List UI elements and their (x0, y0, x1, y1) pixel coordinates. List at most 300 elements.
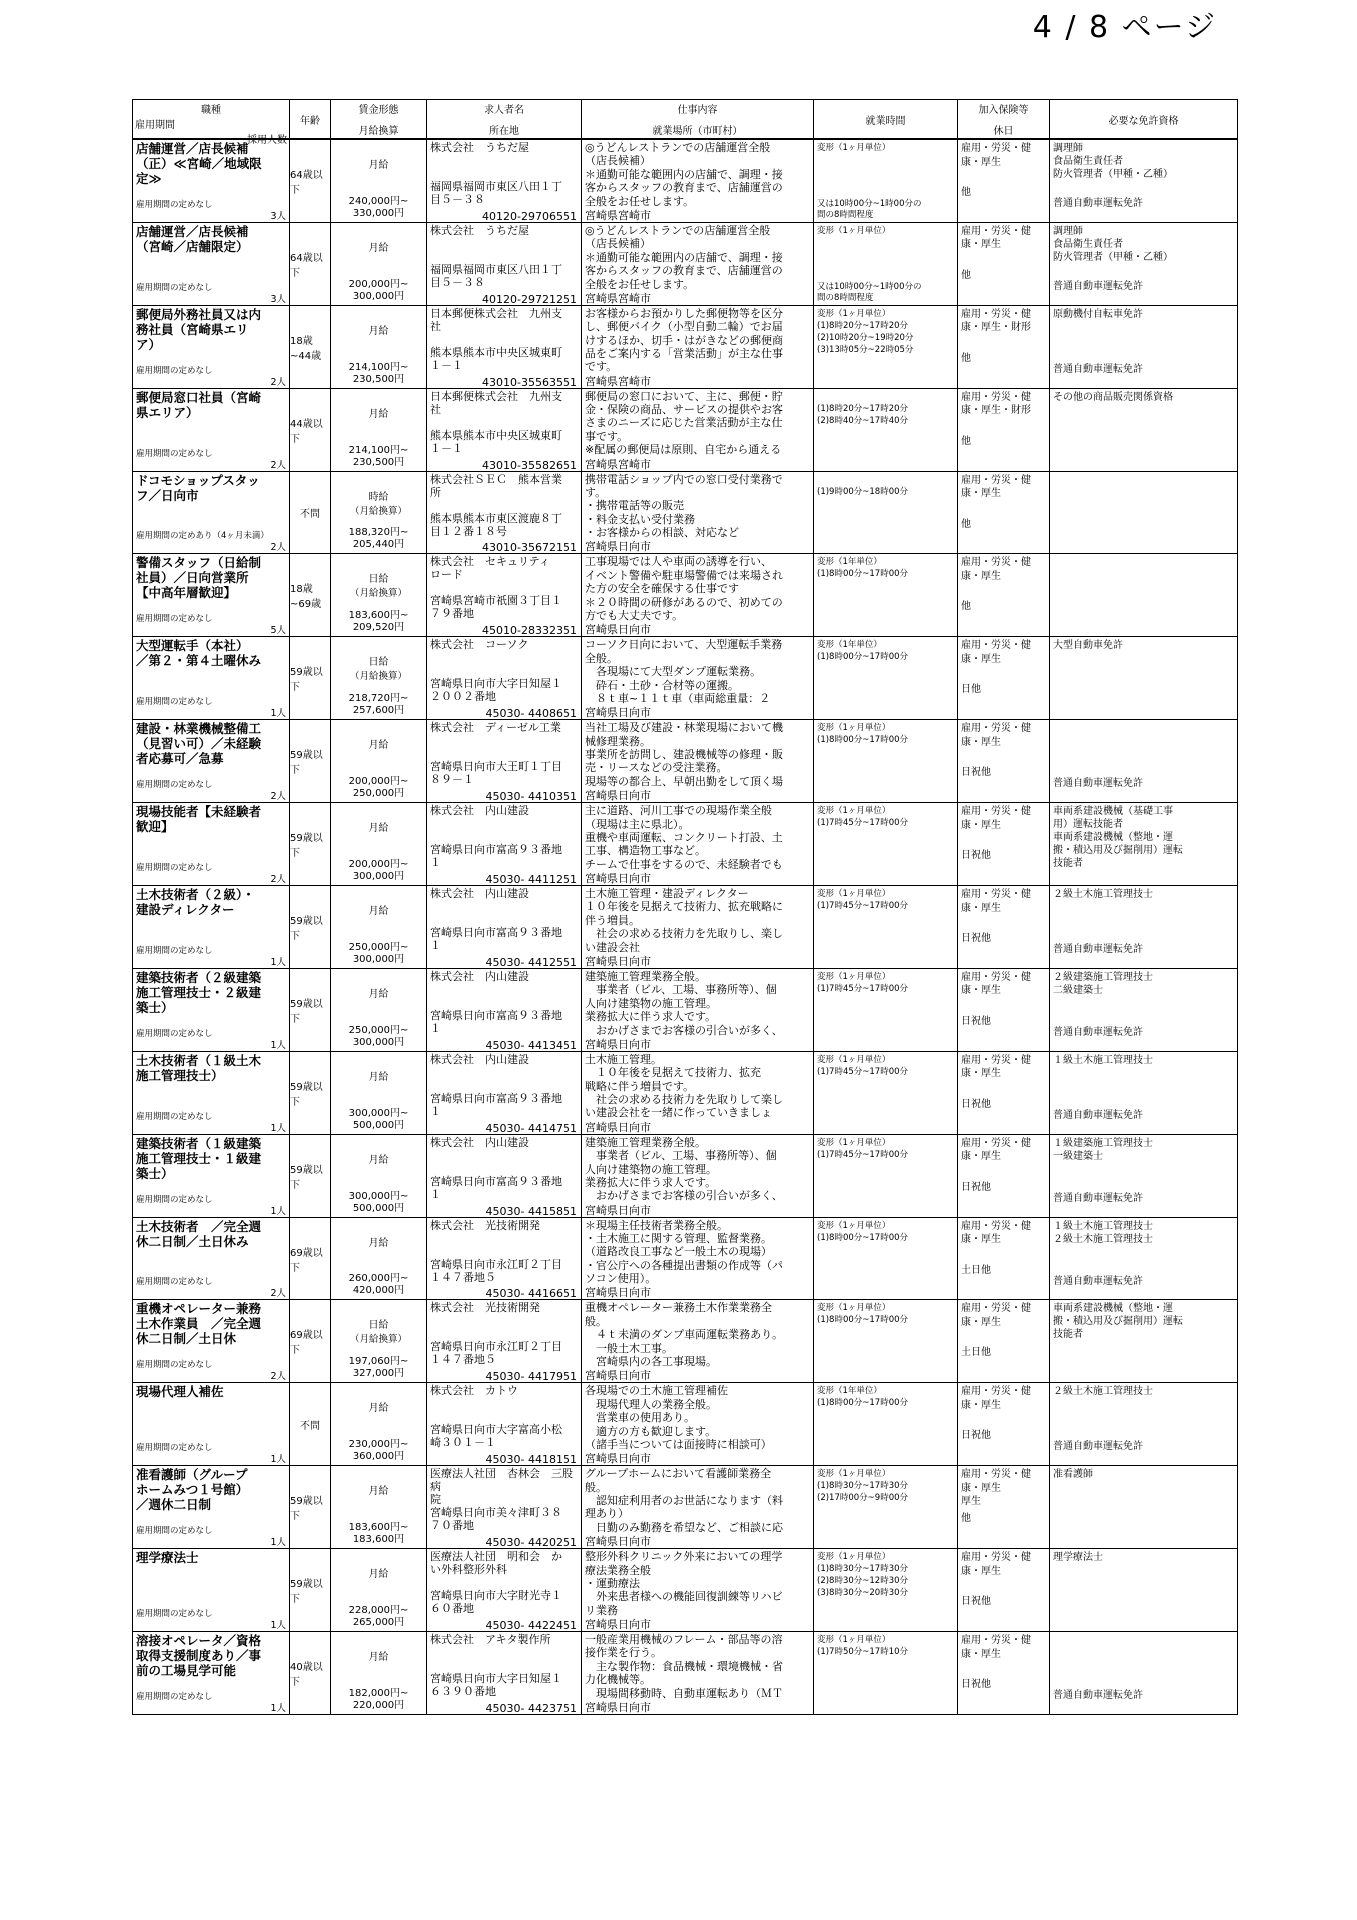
hire-count: 2人 (270, 376, 286, 388)
hire-count: 3人 (270, 210, 286, 222)
employer-address: 宮崎県日向市富高９３番地 １ (430, 1008, 562, 1035)
job-title-cell (133, 1051, 290, 1134)
job-title-cell (133, 1549, 290, 1632)
insurance: 雇用・労災・健 康・厚生 (961, 1137, 1031, 1163)
hire-count: 1人 (270, 1620, 286, 1632)
required-license: 大型自動車免許 (1053, 640, 1123, 652)
wage-range: 183,600円~ 183,600円 (348, 1522, 409, 1546)
license-cell (1050, 720, 1238, 803)
table-row (133, 1217, 1238, 1300)
table-row (133, 803, 1238, 886)
job-number: 43010-35582651 (482, 458, 577, 472)
hours-cell (814, 803, 958, 886)
job-title-cell (133, 968, 290, 1051)
wage-type: 月給 (368, 242, 389, 254)
job-description: 一般産業用機械のフレーム・部品等の溶 接作業を行う。 主な製作物：食品機械・環境機械・省 力化機械等。 現場間移動時、自動車運転あり（ＭＴ (585, 1633, 783, 1700)
employment-period: 雇用期間の定めなし (136, 1526, 213, 1537)
employer-cell (427, 1466, 582, 1549)
job-description: 整形外科クリニック外来においての理学 療法業務全般 ・運動療法 外来患者様への機能回復訓練等リハビ リ業務 (585, 1550, 783, 1617)
insurance-cell (958, 1632, 1050, 1715)
table-row (133, 139, 1238, 222)
employer-address: 福岡県福岡市東区八田１丁 目５－３８ (430, 262, 562, 289)
employer-cell (427, 305, 582, 388)
license-cell (1050, 1632, 1238, 1715)
hire-count: 1人 (270, 1702, 286, 1714)
job-title: 警備スタッフ（日給制 社員）／日向営業所 【中高年層歓迎】 (136, 555, 262, 601)
job-title-cell (133, 1632, 290, 1715)
wage-cell (331, 637, 427, 720)
insurance: 雇用・労災・健 康・厚生 (961, 806, 1031, 831)
job-number: 45030- 4414751 (485, 1121, 577, 1135)
work-place: 宮崎県日向市 (585, 789, 651, 803)
hours-cell (814, 1134, 958, 1217)
age: 18歳~44歳 (290, 335, 322, 362)
description-cell (582, 1383, 814, 1466)
wage-range: 300,000円~ 500,000円 (348, 1190, 409, 1214)
job-title: 現場技能者【未経験者 歓迎】 (136, 804, 262, 835)
table-row (133, 720, 1238, 803)
job-title: 郵便局窓口社員（宮崎 県エリア） (136, 389, 262, 420)
insurance-cell (958, 1549, 1050, 1632)
job-title: 溶接オペレータ／資格 取得支援制度あり／事 前の工場見学可能 (136, 1633, 262, 1679)
employment-period: 雇用期間の定めなし (136, 697, 213, 708)
job-description: 各現場での土木施工管理補佐 現場代理人の業務全般。 営業車の使用あり。 適方の方も歓迎します。 （諸手当については面接時に相談可） (585, 1384, 772, 1451)
work-place: 宮崎県日向市 (585, 1452, 651, 1466)
job-title-cell (133, 637, 290, 720)
age-cell (290, 139, 331, 222)
job-listing-table (132, 99, 1238, 1715)
description-cell (582, 554, 814, 637)
insurance: 雇用・労災・健 康・厚生 (961, 143, 1031, 168)
job-description: 工事現場では人や車両の誘導を行い、 イベント警備や駐車場警備では来場され た方の安全を確保する仕事です ＊２０時間の研修があるので、初めての 方でも大丈夫です。 (585, 555, 783, 623)
employer-cell (427, 1300, 582, 1383)
wage-conversion: （月給換算） (349, 588, 407, 600)
employer-cell (427, 968, 582, 1051)
insurance: 雇用・労災・健 康・厚生 (961, 723, 1031, 748)
employer-cell (427, 803, 582, 886)
table-row (133, 305, 1238, 388)
age: 64歳以下 (290, 169, 323, 196)
employer-address: 熊本県熊本市中央区城東町 １－１ (430, 345, 562, 372)
description-cell (582, 1051, 814, 1134)
description-cell (582, 1632, 814, 1715)
required-license: 理学療法士 (1053, 1552, 1103, 1564)
table-row (133, 968, 1238, 1051)
employment-period: 雇用期間の定めなし (136, 945, 213, 956)
working-hours: 変形（1ヶ月単位） (1)7時45分~17時00分 (817, 1137, 909, 1160)
hours-cell (814, 1300, 958, 1383)
wage-cell (331, 1217, 427, 1300)
wage-conversion: （月給換算） (349, 1334, 407, 1346)
required-license: その他の商品販売関係資格 (1053, 391, 1173, 403)
job-description: 携帯電話ショップ内での窓口受付業務で す。 ・携帯電話等の販売 ・料金支払い受付業務 ・お客様からの相談、対応など (585, 472, 783, 540)
employer-name: 株式会社ＳＥＣ 熊本営業 所 (430, 472, 562, 499)
required-license: ２級土木施工管理技士 (1053, 889, 1153, 901)
working-hours: 変形（1ヶ月単位） (1)7時45分~17時00分 (817, 889, 909, 912)
job-title: 建築技術者（１級建築 施工管理技士・１級建 築士） (136, 1135, 262, 1181)
job-description: ◎うどんレストランでの店舗運営全般 （店長候補） ＊通勤可能な範囲内の店舗で、調理・接 客からスタッフの教育まで、店舗運営の 全般をお任せします。 (585, 223, 783, 291)
insurance-cell (958, 471, 1050, 554)
insurance-cell (958, 222, 1050, 305)
license-cell (1050, 554, 1238, 637)
working-hours: 変形（1ヶ月単位） (1)7時50分~17時10分 (817, 1635, 909, 1658)
description-cell (582, 1134, 814, 1217)
hire-count: 5人 (270, 625, 286, 637)
insurance-cell (958, 1217, 1050, 1300)
header-hours: 就業時間 (814, 100, 958, 140)
job-description: 建築施工管理業務全般。 事業者（ビル、工場、事務所等）、個 人向け建築物の施工管理。 業務拡大に伴う求人です。 おかげさまでお客様の引合いが多く、 (585, 969, 783, 1037)
hours-cell (814, 554, 958, 637)
job-title-cell (133, 1466, 290, 1549)
insurance: 雇用・労災・健 康・厚生 (961, 1220, 1031, 1246)
employer-name: 株式会社 内山建設 (430, 887, 529, 901)
wage-range: 250,000円~ 300,000円 (348, 941, 409, 965)
employment-period: 雇用期間の定めなし (136, 1609, 213, 1620)
wage-type: 月給 (368, 1486, 389, 1498)
wage-type: 日給 (368, 657, 389, 669)
table-row (133, 886, 1238, 969)
table-header-row (133, 100, 1238, 140)
wage-cell (331, 1300, 427, 1383)
work-place: 宮崎県日向市 (585, 1203, 651, 1217)
job-number: 45030- 4418151 (485, 1453, 577, 1467)
wage-range: 250,000円~ 300,000円 (348, 1024, 409, 1048)
job-description: 建築施工管理業務全般。 事業者（ビル、工場、事務所等）、個 人向け建築物の施工管理。 業務拡大に伴う求人です。 おかげさまでお客様の引合いが多く、 (585, 1135, 783, 1203)
header-age: 年齢 (290, 100, 331, 140)
job-description: コーソク日向において、大型運転手業務 全般。 各現場にて大型ダンプ運転業務。 砕石・土砂・合材等の運搬。 ８ｔ車~１１ｔ車（車両総重量：２ (585, 638, 783, 705)
age-cell (290, 1549, 331, 1632)
employer-address: 宮崎県日向市大字財光寺１ ６０番地 (430, 1589, 562, 1616)
insurance-cell (958, 388, 1050, 471)
age: 59歳以下 (290, 998, 323, 1025)
job-number: 45030- 4410351 (485, 790, 577, 804)
wage-range: 240,000円~ 330,000円 (348, 195, 409, 219)
wage-cell (331, 968, 427, 1051)
wage-type: 月給 (368, 740, 389, 752)
job-title: 土木技術者 ／完全週 休二日制／土日休み (136, 1218, 262, 1249)
job-title-cell (133, 1300, 290, 1383)
wage-type: 月給 (368, 823, 389, 835)
employment-period: 雇用期間の定めなし (136, 1028, 213, 1039)
insurance-cell (958, 886, 1050, 969)
job-number: 45030- 4415851 (485, 1204, 577, 1218)
required-license-extra: 普通自動車運転免許 (1053, 1690, 1143, 1702)
age: 18歳~69歳 (290, 584, 322, 611)
age-cell (290, 222, 331, 305)
job-description: 土木施工管理・建設ディレクター １０年後を見据えて技術力、拡充戦略に 伴う増員。 社会の求める技術力を先取りし、楽し い建設会社 (585, 887, 783, 954)
required-license-extra: 普通自動車運転免許 (1053, 778, 1143, 790)
wage-range: 230,000円~ 360,000円 (348, 1439, 409, 1463)
job-number: 40120-29706551 (482, 209, 577, 223)
employer-cell (427, 886, 582, 969)
work-place: 宮崎県日向市 (585, 706, 651, 720)
wage-range: 188,320円~ 205,440円 (348, 527, 409, 551)
hire-count: 2人 (270, 1288, 286, 1300)
wage-cell (331, 305, 427, 388)
age: 不問 (300, 509, 320, 520)
wage-range: 200,000円~ 300,000円 (348, 859, 409, 883)
employer-cell (427, 471, 582, 554)
employer-address: 宮崎県日向市富高９３番地 １ (430, 843, 562, 870)
work-place: 宮崎県日向市 (585, 623, 651, 637)
job-title: 店舗運営／店長候補 （宮崎／店舗限定） (136, 223, 249, 254)
work-place: 宮崎県日向市 (585, 954, 651, 968)
required-license (1050, 1632, 1237, 1636)
employment-period: 雇用期間の定めなし (136, 1443, 213, 1454)
wage-cell (331, 886, 427, 969)
hours-cell (814, 1632, 958, 1715)
age: 64歳以下 (290, 252, 323, 279)
job-title-cell (133, 803, 290, 886)
header-employer: 求人者名 所在地 (427, 100, 582, 140)
description-cell (582, 388, 814, 471)
hire-count: 1人 (270, 1537, 286, 1549)
required-license-extra: 普通自動車運転免許 (1053, 944, 1143, 956)
age-cell (290, 1051, 331, 1134)
employer-cell (427, 1217, 582, 1300)
required-license: 車両系建設機械（整地・運 搬・積込用及び掘削用）運転 技能者 (1053, 1303, 1183, 1341)
required-license-extra: 普通自動車運転免許 (1053, 198, 1143, 209)
insurance-cell (958, 720, 1050, 803)
holidays: 他 (961, 352, 971, 364)
job-number: 45010-28332351 (482, 624, 577, 638)
table-row (133, 1134, 1238, 1217)
working-hours: 変形（1年単位） (1)8時00分~17時00分 (817, 557, 909, 580)
age-cell (290, 968, 331, 1051)
insurance: 雇用・労災・健 康・厚生 (961, 889, 1031, 914)
wage-cell (331, 803, 427, 886)
job-title: 建築技術者（２級建築 施工管理技士・２級建 築士） (136, 969, 262, 1015)
working-hours: 変形（1ヶ月単位） (817, 225, 891, 236)
age: 69歳以下 (290, 1247, 323, 1274)
age: 59歳以下 (290, 667, 323, 694)
page-number: 4 / 8 ページ (1032, 10, 1217, 45)
employer-cell (427, 222, 582, 305)
employer-cell (427, 1383, 582, 1466)
employer-name: 株式会社 セキュリティ ロード (430, 555, 550, 582)
header-description: 仕事内容 就業場所（市町村） (582, 100, 814, 140)
holidays: 他 (961, 269, 971, 281)
employment-period: 雇用期間の定めなし (136, 1360, 213, 1371)
required-license (1050, 720, 1237, 724)
insurance: 雇用・労災・健 康・厚生 (961, 557, 1031, 582)
employer-name: 株式会社 アキタ製作所 (430, 1633, 551, 1647)
age-cell (290, 1632, 331, 1715)
job-title-cell (133, 1383, 290, 1466)
job-number: 45030- 4417951 (485, 1370, 577, 1384)
wage-range: 200,000円~ 300,000円 (348, 278, 409, 302)
job-description: 主に道路、河川工事での現場作業全般 （現場は主に県北）。 重機や車両運転、コンクリート打設、土 工事、構造物工事など。 チームで仕事をするので、未経験者でも (585, 804, 783, 871)
license-cell (1050, 305, 1238, 388)
age: 59歳以下 (290, 915, 323, 942)
hours-cell (814, 720, 958, 803)
employer-name: 株式会社 光技術開発 (430, 1218, 540, 1232)
holidays: 日他 (961, 684, 981, 696)
holidays: 日祝他 (961, 1015, 991, 1027)
table-row (133, 554, 1238, 637)
job-number: 45030- 4416651 (485, 1287, 577, 1301)
wage-cell (331, 1134, 427, 1217)
table-row (133, 1383, 1238, 1466)
wage-type: 日給 (368, 1320, 389, 1332)
license-cell (1050, 471, 1238, 554)
table-row (133, 1466, 1238, 1549)
wage-type: 月給 (368, 1154, 389, 1166)
employer-cell (427, 388, 582, 471)
hire-count: 2人 (270, 542, 286, 554)
wage-type: 月給 (368, 906, 389, 918)
job-description: お客様からお預かりした郵便物等を区分 し、郵便バイク（小型自動二輪）でお届 けするほか、切手・はがきなどの郵便商 品をご案内する「営業活動」が主な仕事 です。 (585, 306, 783, 374)
working-hours: 変形（1ヶ月単位） (1)7時45分~17時00分 (817, 806, 909, 829)
license-cell (1050, 1300, 1238, 1383)
required-license-extra: 普通自動車運転免許 (1053, 1026, 1143, 1038)
employment-period: 雇用期間の定めなし (136, 614, 213, 625)
work-place: 宮崎県日向市 (585, 1120, 651, 1134)
job-number: 45030- 4413451 (485, 1038, 577, 1052)
required-license: ２級土木施工管理技士 (1053, 1386, 1153, 1398)
description-cell (582, 968, 814, 1051)
description-cell (582, 1466, 814, 1549)
wage-type: 月給 (368, 1237, 389, 1249)
holidays: 日祝他 (961, 1679, 991, 1691)
required-license: 調理師 食品衛生責任者 防火管理者（甲種・乙種） (1053, 143, 1173, 180)
employer-name: 医療法人社団 杏林会 三股病 院 (430, 1467, 573, 1507)
hire-count: 2人 (270, 459, 286, 471)
table-row (133, 222, 1238, 305)
required-license: 車両系建設機械（基礎工事 用）運転技能者 車両系建設機械（整地・運 搬・積込用及び掘削用）運転 技能者 (1053, 806, 1183, 870)
age: 59歳以下 (290, 1164, 323, 1191)
job-description: 土木施工管理。 １０年後を見据えて技術力、拡充 戦略に伴う増員です。 社会の求める技術力を先取りして楽し い建設会社を一緒に作っていきましょ (585, 1052, 783, 1120)
work-place: 宮崎県宮崎市 (585, 208, 651, 222)
hours-cell (814, 1217, 958, 1300)
wage-cell (331, 139, 427, 222)
employer-address: 熊本県熊本市中央区城東町 １－１ (430, 428, 562, 455)
job-title: 土木技術者（１級土木 施工管理技士） (136, 1052, 262, 1083)
working-hours: 変形（1ヶ月単位） (1)8時30分~17時30分 (2)17時00分~9時00分 (817, 1469, 909, 1504)
wage-range: 200,000円~ 250,000円 (348, 776, 409, 800)
wage-range: 183,600円~ 209,520円 (348, 610, 409, 634)
employer-address: 宮崎県宮崎市祇園３丁目１ ７９番地 (430, 594, 562, 621)
age-cell (290, 471, 331, 554)
employer-name: 日本郵便株式会社 九州支 社 (430, 389, 562, 416)
job-description: グループホームにおいて看護師業務全 般。 認知症利用者のお世話になります（料 理あり） 日勤のみ勤務を希望など、ご相談に応 (585, 1467, 783, 1534)
employer-name: 株式会社 コーソク (430, 638, 529, 652)
holidays: 日祝他 (961, 1596, 991, 1608)
job-title-cell (133, 305, 290, 388)
job-title: 理学療法士 (136, 1550, 199, 1566)
wage-conversion: （月給換算） (349, 505, 407, 517)
age-cell (290, 1300, 331, 1383)
hours-cell (814, 1549, 958, 1632)
employer-cell (427, 1549, 582, 1632)
holidays: 日祝他 (961, 1098, 991, 1110)
job-number: 45030- 4408651 (485, 707, 577, 721)
employment-period: 雇用期間の定めなし (136, 448, 213, 459)
insurance-cell (958, 139, 1050, 222)
age-cell (290, 554, 331, 637)
hire-count: 1人 (270, 1205, 286, 1217)
age: 59歳以下 (290, 1496, 323, 1523)
license-cell (1050, 886, 1238, 969)
wage-cell (331, 471, 427, 554)
job-title-cell (133, 139, 290, 222)
holidays: 日祝他 (961, 933, 991, 945)
employer-name: 株式会社 内山建設 (430, 1052, 529, 1066)
employer-name: 日本郵便株式会社 九州支 社 (430, 306, 562, 333)
job-title-cell (133, 222, 290, 305)
job-title: 店舗運営／店長候補 （正）≪宮崎／地域限 定≫ (136, 141, 262, 186)
employment-period: 雇用期間の定めなし (136, 1691, 213, 1702)
required-license: １級土木施工管理技士 (1053, 1054, 1153, 1066)
license-cell (1050, 1217, 1238, 1300)
employer-name: 株式会社 ディーゼル工業 (430, 721, 561, 735)
table-row (133, 388, 1238, 471)
employer-address: 宮崎県日向市大王町１丁目 ８９－１ (430, 760, 562, 787)
job-description: ◎うどんレストランでの店舗運営全般 （店長候補） ＊通勤可能な範囲内の店舗で、調理・接 客からスタッフの教育まで、店舗運営の 全般をお任せします。 (585, 141, 783, 208)
employer-address: 宮崎県日向市大字日知屋１ ２００２番地 (430, 677, 562, 704)
license-cell (1050, 1383, 1238, 1466)
wage-range: 218,720円~ 257,600円 (348, 693, 409, 717)
wage-range: 214,100円~ 230,500円 (348, 361, 409, 385)
table-body (133, 139, 1238, 1714)
age: 59歳以下 (290, 1081, 323, 1108)
description-cell (582, 637, 814, 720)
job-number: 43010-35672151 (482, 541, 577, 555)
employer-cell (427, 1051, 582, 1134)
description-cell (582, 1217, 814, 1300)
required-license (1050, 554, 1237, 558)
required-license (1050, 472, 1237, 476)
table-row (133, 1300, 1238, 1383)
insurance: 雇用・労災・健 康・厚生 (961, 1635, 1031, 1660)
description-cell (582, 471, 814, 554)
wage-type: 月給 (368, 1403, 389, 1415)
job-title: 郵便局外務社員又は内 務社員（宮崎県エリ ア） (136, 306, 262, 352)
table-row (133, 1549, 1238, 1632)
holidays: 土日他 (961, 1347, 991, 1359)
hire-count: 1人 (270, 708, 286, 720)
employment-period: 雇用期間の定めなし (136, 1111, 213, 1122)
license-cell (1050, 803, 1238, 886)
insurance: 雇用・労災・健 康・厚生 (961, 1303, 1031, 1328)
age-cell (290, 803, 331, 886)
working-hours: 変形（1ヶ月単位） (1)7時45分~17時00分 (817, 1054, 909, 1077)
employer-cell (427, 720, 582, 803)
work-place: 宮崎県日向市 (585, 1369, 651, 1383)
wage-cell (331, 1466, 427, 1549)
hire-count: 2人 (270, 791, 286, 803)
job-number: 45030- 4420251 (485, 1536, 577, 1550)
employer-name: 株式会社 内山建設 (430, 969, 529, 983)
age-cell (290, 1217, 331, 1300)
employer-address: 宮崎県日向市大字日知屋１ ６３９０番地 (430, 1672, 562, 1699)
insurance-cell (958, 803, 1050, 886)
employment-period: 雇用期間の定めなし (136, 365, 213, 376)
age-cell (290, 388, 331, 471)
employer-name: 株式会社 うちだ屋 (430, 223, 529, 237)
job-title-cell (133, 388, 290, 471)
age: 44歳以下 (290, 418, 323, 445)
hours-cell (814, 222, 958, 305)
hire-count: 3人 (270, 293, 286, 305)
working-hours: (1)8時20分~17時20分 (2)8時40分~17時40分 (817, 403, 909, 426)
employer-address: 宮崎県日向市富高９３番地 １ (430, 926, 562, 953)
insurance: 雇用・労災・健 康・厚生 (961, 1552, 1031, 1577)
age: 不問 (300, 1420, 320, 1432)
wage-conversion: （月給換算） (349, 671, 407, 683)
holidays: 日祝他 (961, 1181, 991, 1193)
description-cell (582, 886, 814, 969)
